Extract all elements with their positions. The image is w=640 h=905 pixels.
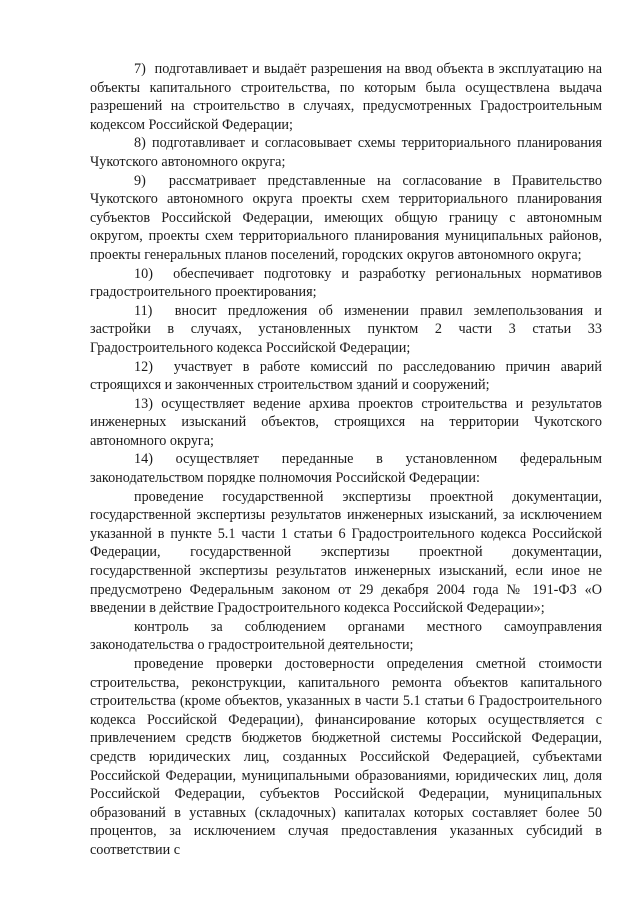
paragraph-item-10: 10) обеспечивает подготовку и разработку региональных нормативов градостроительного проектирования; bbox=[90, 265, 602, 301]
paragraph-item-9: 9) рассматривает представленные на согласование в Правительство Чукотского автономного округа проекты схем территориального планирования субъектов Российской Федерации, имеющих общую границу с автономным округом, проекты схем территориального планирования муниципальных районов, проекты генеральных планов поселений, городских округов автономного округа; bbox=[90, 172, 602, 263]
paragraph-item-12: 12) участвует в работе комиссий по расследованию причин аварий строящихся и законченных строительством зданий и сооружений; bbox=[90, 358, 602, 394]
paragraph-state-expertise: проведение государственной экспертизы проектной документации, государственной экспертизы результатов инженерных изысканий, за исключением указанной в пункте 5.1 части 1 статьи 6 Градостроительного кодекса Российской Федерации, государственной экспертизы проектной документации, государственной экспертизы результатов инженерных изысканий, если иное не предусмотрено Федеральным законом от 29 декабря 2004 года № 191-ФЗ «О введении в действие Градостроительного кодекса Российской Федерации»; bbox=[90, 488, 602, 617]
paragraph-item-13: 13) осуществляет ведение архива проектов строительства и результатов инженерных изысканий объектов, строящихся на территории Чукотского автономного округа; bbox=[90, 395, 602, 449]
document-body bbox=[90, 60, 602, 860]
paragraph-item-11: 11) вносит предложения об изменении правил землепользования и застройки в случаях, установленных пунктом 2 части 3 статьи 33 Градостроительного кодекса Российской Федерации; bbox=[90, 302, 602, 356]
paragraph-item-14: 14) осуществляет переданные в установленном федеральным законодательством порядке полномочия Российской Федерации: bbox=[90, 451, 602, 487]
paragraph-item-8: 8) подготавливает и согласовывает схемы территориального планирования Чукотского автономного округа; bbox=[90, 135, 602, 170]
paragraph-cost-verification: проведение проверки достоверности определения сметной стоимости строительства, реконструкции, капитального ремонта объектов капитального строительства (кроме объектов, указанных в части 5.1 статьи 6 Градостроительного кодекса Российской Федерации), финансирование которых осуществляется с привлечением средств бюджетов бюджетной системы Российской Федерации, средств юридических лиц, созданных Российской Федерацией, субъектами Российской Федерации, муниципальными образованиями, юридических лиц, доля Российской Федерации, субъектов Российской Федерации, муниципальных образований в уставных (складочных) капиталах которых составляет более 50 процентов, за исключением случая предоставления указанных субсидий в соответствии с bbox=[90, 656, 602, 858]
paragraph-control-local-government: контроль за соблюдением органами местного самоуправления законодательства о градостроительной деятельности; bbox=[90, 618, 602, 654]
paragraph-item-7: 7) подготавливает и выдаёт разрешения на ввод объекта в эксплуатацию на объекты капитального строительства, по которым была осуществлена выдача разрешений на строительство в случаях, предусмотренных Градостроительным кодексом Российской Федерации; bbox=[90, 61, 602, 133]
